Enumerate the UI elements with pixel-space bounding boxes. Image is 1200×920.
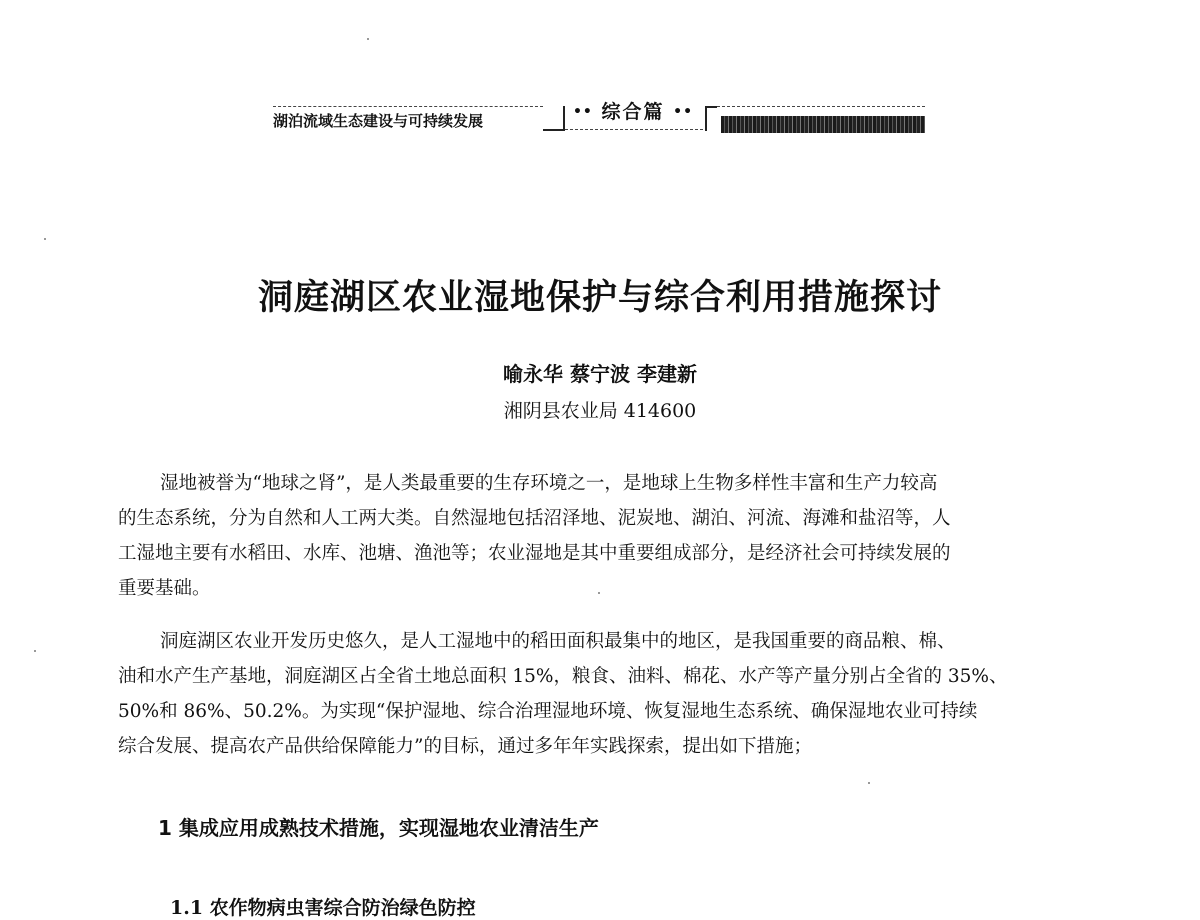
header-dashed-rule-right — [717, 106, 925, 107]
paragraph-line: 油和水产生产基地，洞庭湖区占全省土地总面积 15%，粮食、油料、棉花、水产等产量分别占全省的 35%、 — [118, 666, 1008, 687]
scan-speck — [598, 592, 600, 594]
subsection-heading: 1.1 农作物病虫害综合防治绿色防控 — [170, 897, 476, 919]
paragraph-line: 工湿地主要有水稻田、水库、池塘、渔池等；农业湿地是其中重要组成部分，是经济社会可持续发展的 — [118, 543, 951, 564]
paper-title: 洞庭湖区农业湿地保护与综合利用措施探讨 — [257, 277, 942, 318]
header-dots-right: •• — [673, 104, 694, 120]
scan-speck — [44, 238, 46, 240]
scan-speck — [34, 650, 36, 652]
running-header — [273, 92, 925, 140]
header-decorative-bar — [721, 116, 925, 133]
paper-affiliation: 湘阴县农业局 414600 — [503, 400, 697, 422]
paragraph-line: 综合发展、提高农产品供给保障能力”的目标，通过多年年实践探索，提出如下措施； — [118, 736, 812, 757]
running-header-section-label — [563, 97, 703, 124]
paragraph-line: 重要基础。 — [118, 578, 211, 599]
header-bracket-right — [705, 106, 717, 131]
body-paragraph-1 — [118, 466, 1080, 606]
scan-speck — [868, 782, 870, 784]
paragraph-line: 湿地被誉为“地球之肾”，是人类最重要的生存环境之一，是地球上生物多样性丰富和生产力较高 — [160, 473, 938, 494]
header-dashed-rule-top — [273, 106, 543, 107]
paragraph-line: 洞庭湖区农业开发历史悠久，是人工湿地中的稻田面积最集中的地区，是我国重要的商品粮、棉、 — [160, 631, 956, 652]
paragraph-line: 的生态系统，分为自然和人工两大类。自然湿地包括沼泽地、泥炭地、湖泊、河流、海滩和盐沼等，人 — [118, 508, 951, 529]
header-bracket-left — [543, 106, 565, 131]
paper-authors: 喻永华 蔡宁波 李建新 — [503, 362, 697, 386]
paragraph-line: 50%和 86%、50.2%。为实现“保护湿地、综合治理湿地环境、恢复湿地生态系统、确保湿地农业可持续 — [118, 701, 978, 722]
header-section-name: 综合篇 — [601, 101, 665, 123]
section-heading: 1 集成应用成熟技术措施，实现湿地农业清洁生产 — [158, 816, 599, 840]
scan-speck — [367, 38, 369, 40]
header-dots-left: •• — [572, 104, 593, 120]
running-header-series-title: 湖泊流域生态建设与可持续发展 — [273, 112, 484, 130]
header-dashed-rule-bottom — [565, 129, 703, 130]
body-paragraph-2 — [118, 624, 1080, 764]
